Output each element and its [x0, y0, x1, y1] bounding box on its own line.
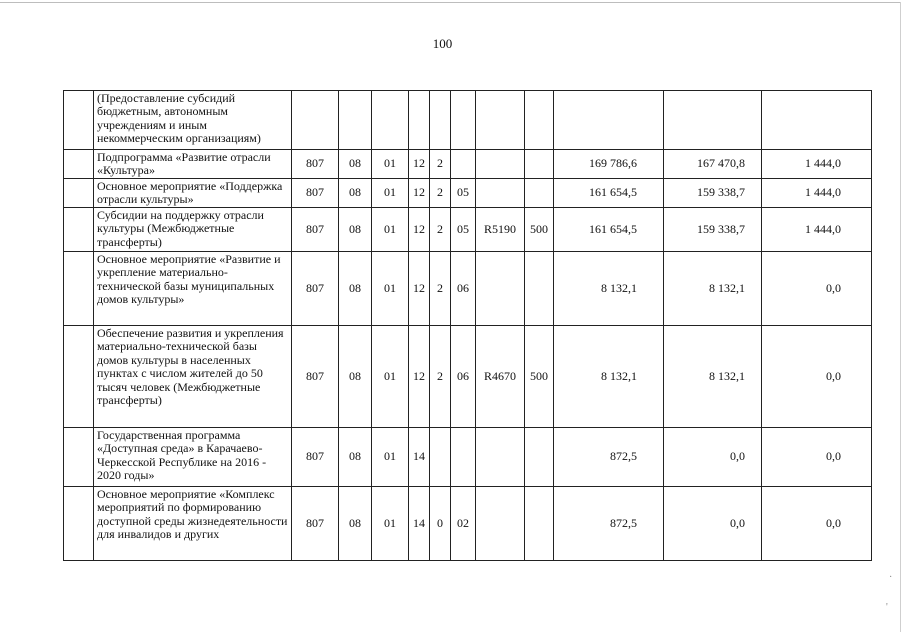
- left-blank-cell: [64, 487, 94, 561]
- event-code-cell: 05: [451, 208, 476, 252]
- budget-table: [63, 90, 872, 561]
- ministry-code-cell: 807: [292, 208, 339, 252]
- amount-federal-cell: 159 338,7: [664, 179, 762, 208]
- amount-regional-cell: 1 444,0: [762, 179, 872, 208]
- scan-speck: ': [886, 602, 888, 613]
- left-blank-cell: [64, 326, 94, 428]
- ministry-code-cell: 807: [292, 428, 339, 487]
- subprogram-code-cell: 0: [430, 487, 451, 561]
- expense-type-cell: [525, 428, 554, 487]
- program-code-cell: 12: [409, 326, 430, 428]
- table-row: [64, 428, 872, 487]
- amount-total-cell: 161 654,5: [554, 179, 664, 208]
- ministry-code-cell: 807: [292, 487, 339, 561]
- amount-regional-cell: [762, 91, 872, 150]
- section-code-cell: 08: [339, 252, 372, 326]
- left-blank-cell: [64, 208, 94, 252]
- left-blank-cell: [64, 252, 94, 326]
- section-code-cell: [339, 91, 372, 150]
- scan-speck: ·: [889, 572, 893, 583]
- table-row: [64, 150, 872, 179]
- left-blank-cell: [64, 179, 94, 208]
- expense-type-cell: [525, 487, 554, 561]
- subsection-code-cell: [372, 91, 409, 150]
- event-code-cell: 06: [451, 326, 476, 428]
- expense-type-cell: 500: [525, 208, 554, 252]
- program-code-cell: 12: [409, 208, 430, 252]
- section-code-cell: 08: [339, 487, 372, 561]
- program-code-cell: 12: [409, 179, 430, 208]
- program-code-cell: 14: [409, 428, 430, 487]
- direction-code-cell: [476, 487, 525, 561]
- table-row: [64, 487, 872, 561]
- direction-code-cell: [476, 428, 525, 487]
- program-code-cell: 12: [409, 150, 430, 179]
- section-code-cell: 08: [339, 208, 372, 252]
- subprogram-code-cell: 2: [430, 208, 451, 252]
- amount-regional-cell: 1 444,0: [762, 150, 872, 179]
- scan-edge-top: [0, 2, 900, 3]
- amount-regional-cell: 0,0: [762, 487, 872, 561]
- direction-code-cell: R4670: [476, 326, 525, 428]
- expense-type-cell: [525, 91, 554, 150]
- table-row: [64, 179, 872, 208]
- description-cell: Основное мероприятие «Комплекс мероприятий по формированию доступной среды жизнедеятельности для инвалидов и других: [94, 487, 292, 561]
- description-cell: Подпрограмма «Развитие отрасли «Культура»: [94, 150, 292, 179]
- amount-regional-cell: 0,0: [762, 252, 872, 326]
- left-blank-cell: [64, 91, 94, 150]
- description-cell: (Предоставление субсидий бюджетным, автономным учреждениям и иным некоммерческим организациям): [94, 91, 292, 150]
- amount-total-cell: 161 654,5: [554, 208, 664, 252]
- subsection-code-cell: 01: [372, 179, 409, 208]
- amount-total-cell: [554, 91, 664, 150]
- ministry-code-cell: 807: [292, 252, 339, 326]
- amount-federal-cell: 8 132,1: [664, 326, 762, 428]
- amount-total-cell: 8 132,1: [554, 326, 664, 428]
- section-code-cell: 08: [339, 428, 372, 487]
- direction-code-cell: [476, 91, 525, 150]
- description-cell: Основное мероприятие «Развитие и укрепление материально-технической базы муниципальных домов культуры»: [94, 252, 292, 326]
- amount-total-cell: 872,5: [554, 428, 664, 487]
- table-row: [64, 326, 872, 428]
- subsection-code-cell: 01: [372, 487, 409, 561]
- description-cell: Государственная программа «Доступная среда» в Карачаево-Черкесской Республике на 2016 - 2020 годы»: [94, 428, 292, 487]
- page-number: 100: [432, 36, 453, 51]
- subprogram-code-cell: [430, 428, 451, 487]
- amount-regional-cell: 0,0: [762, 428, 872, 487]
- ministry-code-cell: 807: [292, 150, 339, 179]
- subprogram-code-cell: 2: [430, 179, 451, 208]
- amount-total-cell: 872,5: [554, 487, 664, 561]
- section-code-cell: 08: [339, 150, 372, 179]
- description-cell: Субсидии на поддержку отрасли культуры (Межбюджетные трансферты): [94, 208, 292, 252]
- program-code-cell: [409, 91, 430, 150]
- amount-federal-cell: 0,0: [664, 487, 762, 561]
- event-code-cell: [451, 91, 476, 150]
- amount-federal-cell: 159 338,7: [664, 208, 762, 252]
- direction-code-cell: [476, 179, 525, 208]
- section-code-cell: 08: [339, 326, 372, 428]
- section-code-cell: 08: [339, 179, 372, 208]
- table-row: [64, 208, 872, 252]
- direction-code-cell: R5190: [476, 208, 525, 252]
- subsection-code-cell: 01: [372, 208, 409, 252]
- amount-regional-cell: 1 444,0: [762, 208, 872, 252]
- ministry-code-cell: [292, 91, 339, 150]
- direction-code-cell: [476, 150, 525, 179]
- amount-federal-cell: 167 470,8: [664, 150, 762, 179]
- description-cell: Основное мероприятие «Поддержка отрасли культуры»: [94, 179, 292, 208]
- amount-federal-cell: 8 132,1: [664, 252, 762, 326]
- subsection-code-cell: 01: [372, 252, 409, 326]
- expense-type-cell: 500: [525, 326, 554, 428]
- amount-total-cell: 8 132,1: [554, 252, 664, 326]
- amount-total-cell: 169 786,6: [554, 150, 664, 179]
- amount-federal-cell: 0,0: [664, 428, 762, 487]
- program-code-cell: 12: [409, 252, 430, 326]
- description-cell: Обеспечение развития и укрепления материально-технической базы домов культуры в населенных пунктах с числом жителей до 50 тысяч человек (Межбюджетные трансферты): [94, 326, 292, 428]
- ministry-code-cell: 807: [292, 326, 339, 428]
- subsection-code-cell: 01: [372, 326, 409, 428]
- event-code-cell: 05: [451, 179, 476, 208]
- program-code-cell: 14: [409, 487, 430, 561]
- event-code-cell: [451, 428, 476, 487]
- event-code-cell: 06: [451, 252, 476, 326]
- direction-code-cell: [476, 252, 525, 326]
- subprogram-code-cell: [430, 91, 451, 150]
- amount-federal-cell: [664, 91, 762, 150]
- expense-type-cell: [525, 179, 554, 208]
- event-code-cell: 02: [451, 487, 476, 561]
- subprogram-code-cell: 2: [430, 150, 451, 179]
- expense-type-cell: [525, 252, 554, 326]
- subsection-code-cell: 01: [372, 150, 409, 179]
- subprogram-code-cell: 2: [430, 326, 451, 428]
- table-row: [64, 252, 872, 326]
- subprogram-code-cell: 2: [430, 252, 451, 326]
- event-code-cell: [451, 150, 476, 179]
- subsection-code-cell: 01: [372, 428, 409, 487]
- left-blank-cell: [64, 150, 94, 179]
- scan-edge-right: [900, 2, 901, 632]
- amount-regional-cell: 0,0: [762, 326, 872, 428]
- table-row: [64, 91, 872, 150]
- ministry-code-cell: 807: [292, 179, 339, 208]
- left-blank-cell: [64, 428, 94, 487]
- expense-type-cell: [525, 150, 554, 179]
